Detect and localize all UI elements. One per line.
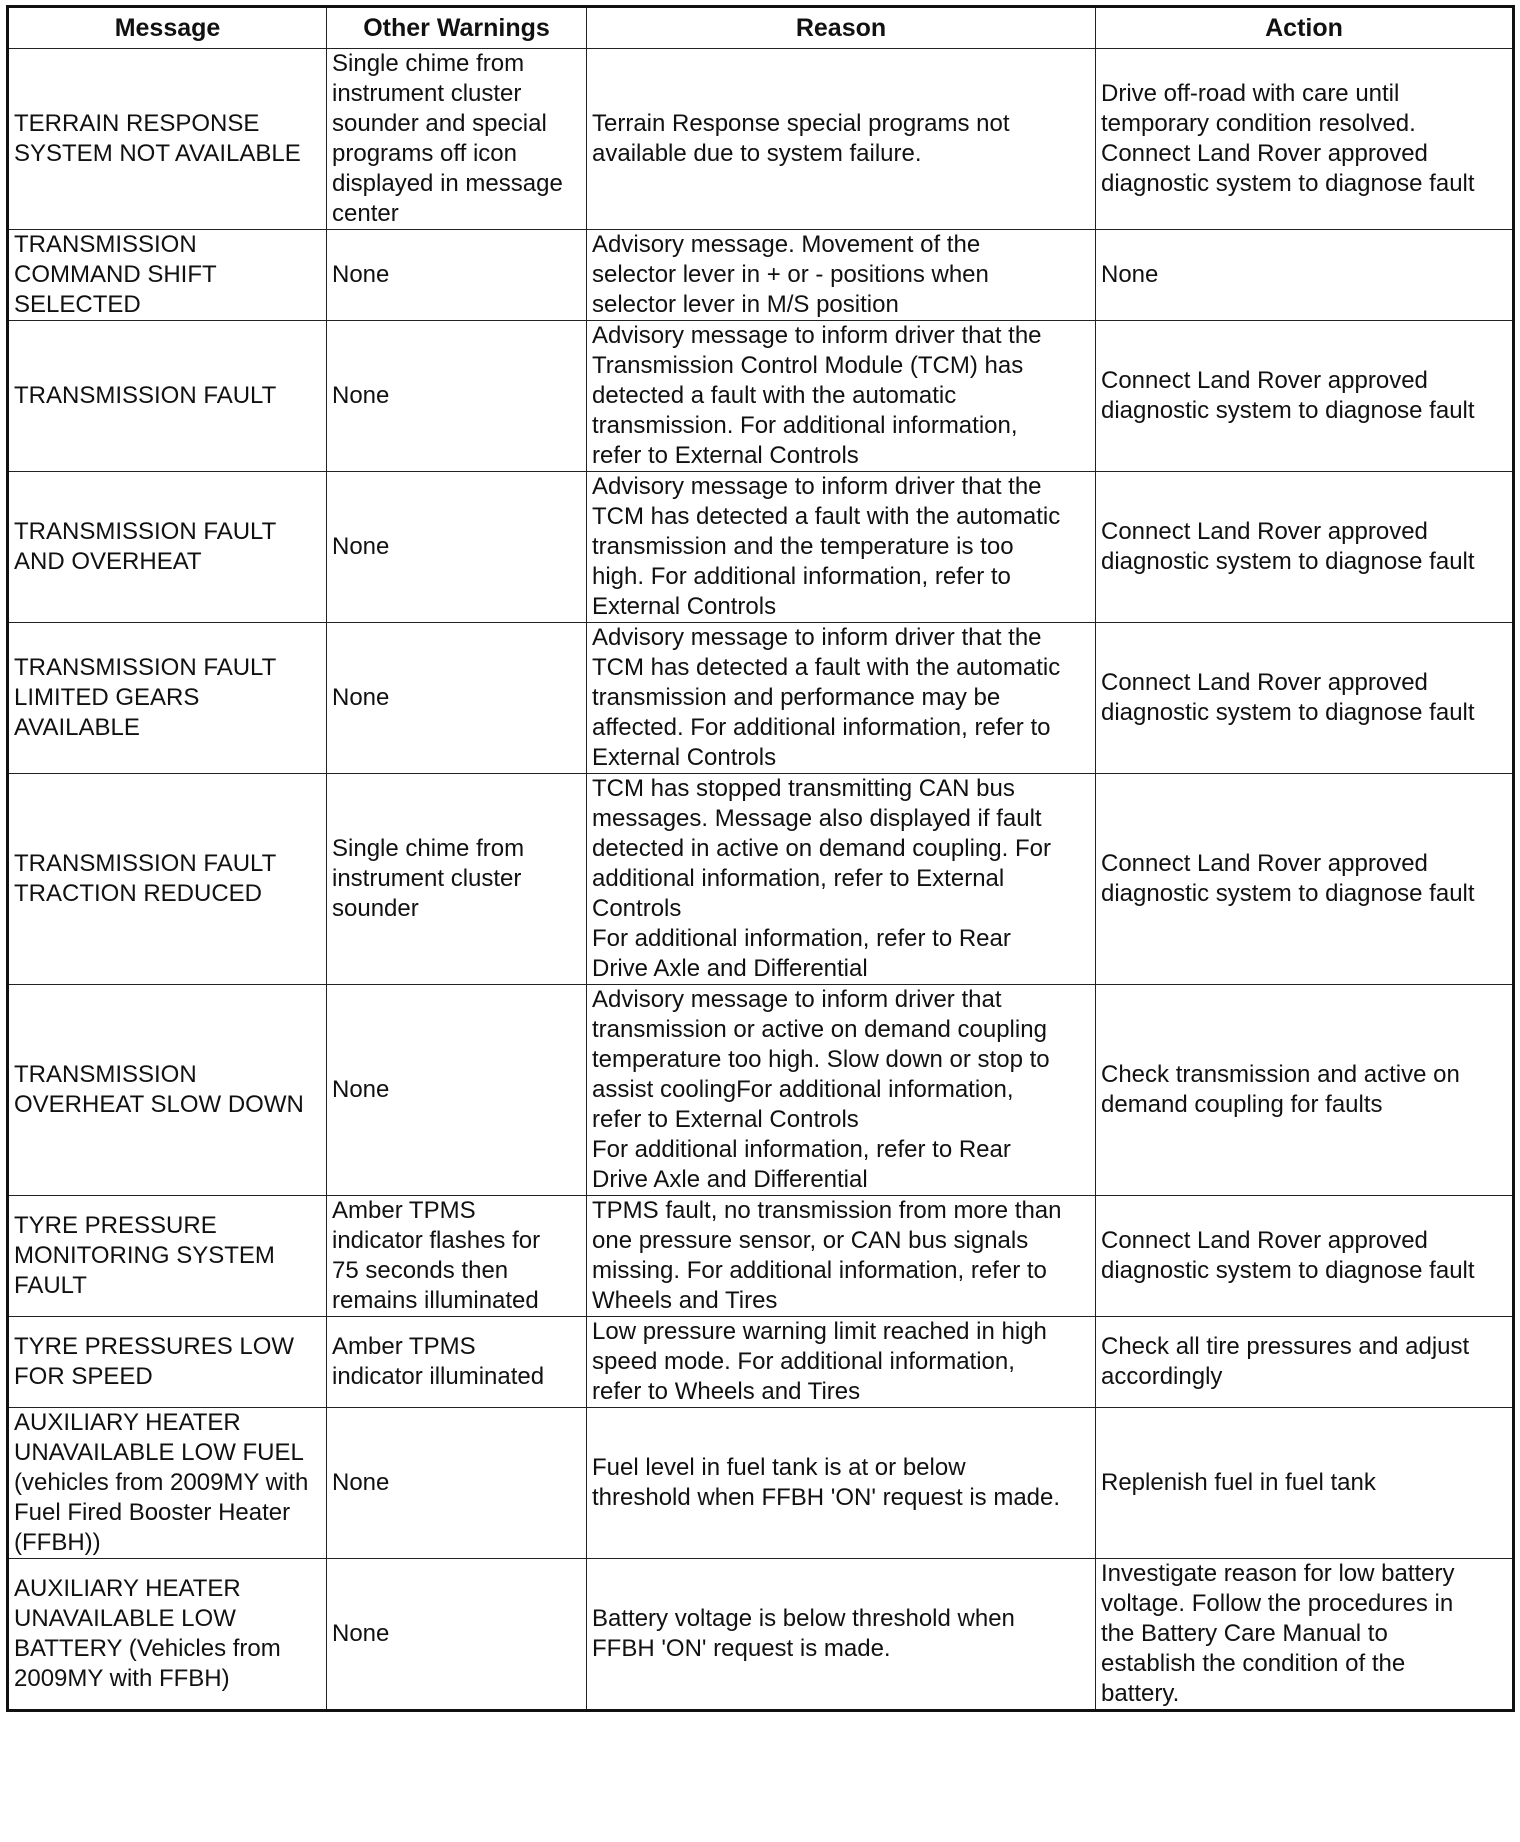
message-cell-line: TRANSMISSION FAULT [14, 850, 277, 877]
action-cell-line: Drive off-road with care until [1101, 80, 1400, 107]
table-row [8, 49, 1514, 230]
message-cell-line: COMMAND SHIFT [14, 261, 217, 288]
reason-cell-line: high. For additional information, refer to [592, 563, 1011, 590]
reason-cell-line: For additional information, refer to Rear [592, 925, 1011, 952]
reason-cell [587, 1196, 1096, 1317]
reason-cell-line: assist coolingFor additional information, [592, 1076, 1014, 1103]
other-warnings-cell-line: None [332, 261, 390, 288]
other-warnings-cell-line: Amber TPMS [332, 1333, 476, 1360]
action-cell-line: Check all tire pressures and adjust [1101, 1333, 1470, 1360]
other-warnings-cell-line: sounder and special [332, 110, 547, 137]
reason-cell-line: transmission and performance may be [592, 684, 1001, 711]
other-warnings-cell-line: instrument cluster [332, 865, 522, 892]
table-row [8, 1317, 1514, 1408]
message-cell-line: TERRAIN RESPONSE [14, 110, 260, 137]
reason-cell-line: TCM has stopped transmitting CAN bus [592, 775, 1015, 802]
reason-cell [587, 623, 1096, 774]
table-body [8, 49, 1514, 1711]
message-cell-line: MONITORING SYSTEM [14, 1242, 275, 1269]
other-warnings-cell [327, 1408, 587, 1559]
reason-cell-line: Terrain Response special programs not [592, 110, 1010, 137]
other-warnings-cell [327, 1196, 587, 1317]
message-cell-line: OVERHEAT SLOW DOWN [14, 1091, 304, 1118]
reason-cell-line: threshold when FFBH 'ON' request is made. [592, 1484, 1061, 1511]
other-warnings-cell-line: None [332, 1076, 390, 1103]
reason-cell-line: detected in active on demand coupling. For [592, 835, 1051, 862]
other-warnings-cell-line: programs off icon [332, 140, 517, 167]
message-cell [8, 1408, 327, 1559]
reason-cell [587, 321, 1096, 472]
other-warnings-cell-line: center [332, 200, 399, 227]
reason-cell-line: additional information, refer to External [592, 865, 1005, 892]
reason-cell-line: Advisory message to inform driver that the [592, 624, 1042, 651]
action-cell-line: establish the condition of the [1101, 1650, 1406, 1677]
message-cell-line: LIMITED GEARS [14, 684, 200, 711]
reason-cell [587, 985, 1096, 1196]
message-cell [8, 774, 327, 985]
reason-cell-line: External Controls [592, 593, 777, 620]
reason-cell-line: affected. For additional information, refer to [592, 714, 1051, 741]
table-row [8, 985, 1514, 1196]
action-cell [1096, 230, 1514, 321]
action-cell-line: temporary condition resolved. [1101, 110, 1416, 137]
table-row [8, 623, 1514, 774]
other-warnings-cell [327, 774, 587, 985]
reason-cell-line: Fuel level in fuel tank is at or below [592, 1454, 966, 1481]
reason-cell-line: Controls [592, 895, 682, 922]
other-warnings-cell-line: sounder [332, 895, 419, 922]
message-cell [8, 623, 327, 774]
other-warnings-cell-line: None [332, 382, 390, 409]
message-cell [8, 230, 327, 321]
other-warnings-cell [327, 1559, 587, 1711]
action-cell [1096, 1196, 1514, 1317]
message-cell [8, 472, 327, 623]
message-cell [8, 321, 327, 472]
message-cell-line: TRANSMISSION FAULT [14, 518, 277, 545]
message-cell-line: FAULT [14, 1272, 87, 1299]
reason-cell [587, 1559, 1096, 1711]
message-cell-line: 2009MY with FFBH) [14, 1665, 230, 1692]
reason-cell [587, 1317, 1096, 1408]
reason-cell-line: Advisory message to inform driver that [592, 986, 1002, 1013]
action-cell [1096, 1408, 1514, 1559]
message-cell-line: AVAILABLE [14, 714, 140, 741]
other-warnings-cell-line: Single chime from [332, 835, 525, 862]
action-cell-line: Check transmission and active on [1101, 1061, 1460, 1088]
reason-cell-line: Low pressure warning limit reached in high [592, 1318, 1047, 1345]
action-cell-line: Connect Land Rover approved [1101, 1227, 1428, 1254]
reason-cell-line: refer to Wheels and Tires [592, 1378, 861, 1405]
reason-cell-line: TCM has detected a fault with the automatic [592, 654, 1061, 681]
other-warnings-cell [327, 472, 587, 623]
other-warnings-cell-line: Amber TPMS [332, 1197, 476, 1224]
reason-cell-line: detected a fault with the automatic [592, 382, 957, 409]
reason-cell-line: selector lever in M/S position [592, 291, 899, 318]
action-cell-line: diagnostic system to diagnose fault [1101, 548, 1475, 575]
table-header [8, 7, 1514, 49]
message-cell-line: TRANSMISSION FAULT [14, 382, 277, 409]
reason-cell-line: Wheels and Tires [592, 1287, 778, 1314]
reason-cell-line: refer to External Controls [592, 442, 859, 469]
action-cell-line: the Battery Care Manual to [1101, 1620, 1388, 1647]
other-warnings-cell [327, 49, 587, 230]
other-warnings-cell-line: instrument cluster [332, 80, 522, 107]
message-cell-line: (vehicles from 2009MY with [14, 1469, 309, 1496]
action-cell-line: Replenish fuel in fuel tank [1101, 1469, 1376, 1496]
action-cell-line: diagnostic system to diagnose fault [1101, 699, 1475, 726]
message-cell-line: AUXILIARY HEATER [14, 1409, 241, 1436]
message-cell-line: TRACTION REDUCED [14, 880, 263, 907]
reason-cell-line: available due to system failure. [592, 140, 922, 167]
action-cell [1096, 49, 1514, 230]
other-warnings-cell [327, 321, 587, 472]
reason-cell-line: TCM has detected a fault with the automatic [592, 503, 1061, 530]
message-cell-line: TYRE PRESSURE [14, 1212, 217, 1239]
reason-cell-line: For additional information, refer to Rear [592, 1136, 1011, 1163]
action-cell [1096, 1559, 1514, 1711]
message-cell-line: TRANSMISSION FAULT [14, 654, 277, 681]
reason-cell [587, 1408, 1096, 1559]
action-cell [1096, 774, 1514, 985]
message-cell-line: (FFBH)) [14, 1529, 101, 1556]
action-cell-line: Connect Land Rover approved [1101, 367, 1428, 394]
message-cell-line: AUXILIARY HEATER [14, 1575, 241, 1602]
other-warnings-cell-line: indicator flashes for [332, 1227, 541, 1254]
message-cell-line: SELECTED [14, 291, 141, 318]
reason-cell [587, 49, 1096, 230]
warning-messages-table [6, 5, 1515, 1712]
action-cell-line: Connect Land Rover approved [1101, 140, 1428, 167]
header-reason: Reason [587, 7, 1096, 49]
message-cell-line: BATTERY (Vehicles from [14, 1635, 281, 1662]
message-cell-line: TRANSMISSION [14, 231, 197, 258]
reason-cell-line: Advisory message. Movement of the [592, 231, 981, 258]
header-action: Action [1096, 7, 1514, 49]
reason-cell-line: Advisory message to inform driver that the [592, 322, 1042, 349]
action-cell-line: voltage. Follow the procedures in [1101, 1590, 1454, 1617]
other-warnings-cell [327, 985, 587, 1196]
other-warnings-cell [327, 623, 587, 774]
message-cell-line: AND OVERHEAT [14, 548, 202, 575]
table-row [8, 230, 1514, 321]
action-cell [1096, 1317, 1514, 1408]
other-warnings-cell-line: 75 seconds then [332, 1257, 509, 1284]
message-cell-line: Fuel Fired Booster Heater [14, 1499, 291, 1526]
action-cell-line: Connect Land Rover approved [1101, 850, 1428, 877]
reason-cell-line: TPMS fault, no transmission from more than [592, 1197, 1062, 1224]
reason-cell [587, 774, 1096, 985]
reason-cell-line: FFBH 'ON' request is made. [592, 1635, 891, 1662]
action-cell-line: diagnostic system to diagnose fault [1101, 880, 1475, 907]
action-cell [1096, 472, 1514, 623]
reason-cell-line: Drive Axle and Differential [592, 1166, 868, 1193]
table-row [8, 472, 1514, 623]
other-warnings-cell-line: Single chime from [332, 50, 525, 77]
action-cell-line: Investigate reason for low battery [1101, 1560, 1455, 1587]
reason-cell-line: messages. Message also displayed if fault [592, 805, 1042, 832]
other-warnings-cell-line: None [332, 533, 390, 560]
header-message: Message [8, 7, 327, 49]
other-warnings-cell-line: None [332, 684, 390, 711]
message-cell-line: SYSTEM NOT AVAILABLE [14, 140, 301, 167]
reason-cell [587, 472, 1096, 623]
other-warnings-cell-line: None [332, 1469, 390, 1496]
action-cell-line: diagnostic system to diagnose fault [1101, 170, 1475, 197]
reason-cell-line: speed mode. For additional information, [592, 1348, 1015, 1375]
other-warnings-cell-line: None [332, 1620, 390, 1647]
reason-cell-line: transmission. For additional information, [592, 412, 1018, 439]
message-cell-line: TYRE PRESSURES LOW [14, 1333, 295, 1360]
action-cell [1096, 321, 1514, 472]
action-cell [1096, 985, 1514, 1196]
reason-cell-line: missing. For additional information, refer to [592, 1257, 1047, 1284]
table-row [8, 1196, 1514, 1317]
other-warnings-cell-line: indicator illuminated [332, 1363, 545, 1390]
table-row [8, 1559, 1514, 1711]
other-warnings-cell-line: displayed in message [332, 170, 563, 197]
message-cell [8, 1317, 327, 1408]
reason-cell-line: one pressure sensor, or CAN bus signals [592, 1227, 1029, 1254]
message-cell-line: FOR SPEED [14, 1363, 153, 1390]
message-cell [8, 1196, 327, 1317]
action-cell-line: Connect Land Rover approved [1101, 518, 1428, 545]
reason-cell-line: Drive Axle and Differential [592, 955, 868, 982]
message-cell-line: UNAVAILABLE LOW [14, 1605, 236, 1632]
other-warnings-cell [327, 230, 587, 321]
action-cell-line: battery. [1101, 1680, 1180, 1707]
reason-cell-line: refer to External Controls [592, 1106, 859, 1133]
reason-cell-line: Transmission Control Module (TCM) has [592, 352, 1024, 379]
table-row [8, 774, 1514, 985]
reason-cell-line: External Controls [592, 744, 777, 771]
other-warnings-cell-line: remains illuminated [332, 1287, 539, 1314]
other-warnings-cell [327, 1317, 587, 1408]
action-cell-line: None [1101, 261, 1159, 288]
action-cell-line: accordingly [1101, 1363, 1223, 1390]
message-cell-line: TRANSMISSION [14, 1061, 197, 1088]
reason-cell-line: Battery voltage is below threshold when [592, 1605, 1015, 1632]
action-cell-line: Connect Land Rover approved [1101, 669, 1428, 696]
reason-cell-line: transmission or active on demand coupling [592, 1016, 1047, 1043]
message-cell [8, 49, 327, 230]
reason-cell-line: Advisory message to inform driver that the [592, 473, 1042, 500]
message-cell [8, 1559, 327, 1711]
message-cell-line: UNAVAILABLE LOW FUEL [14, 1439, 304, 1466]
reason-cell-line: transmission and the temperature is too [592, 533, 1014, 560]
reason-cell-line: temperature too high. Slow down or stop to [592, 1046, 1050, 1073]
header-other-warnings: Other Warnings [327, 7, 587, 49]
reason-cell-line: selector lever in + or - positions when [592, 261, 989, 288]
action-cell-line: diagnostic system to diagnose fault [1101, 1257, 1475, 1284]
action-cell-line: demand coupling for faults [1101, 1091, 1383, 1118]
table-row [8, 1408, 1514, 1559]
reason-cell [587, 230, 1096, 321]
message-cell [8, 985, 327, 1196]
action-cell-line: diagnostic system to diagnose fault [1101, 397, 1475, 424]
action-cell [1096, 623, 1514, 774]
header-row [8, 7, 1514, 49]
table-row [8, 321, 1514, 472]
